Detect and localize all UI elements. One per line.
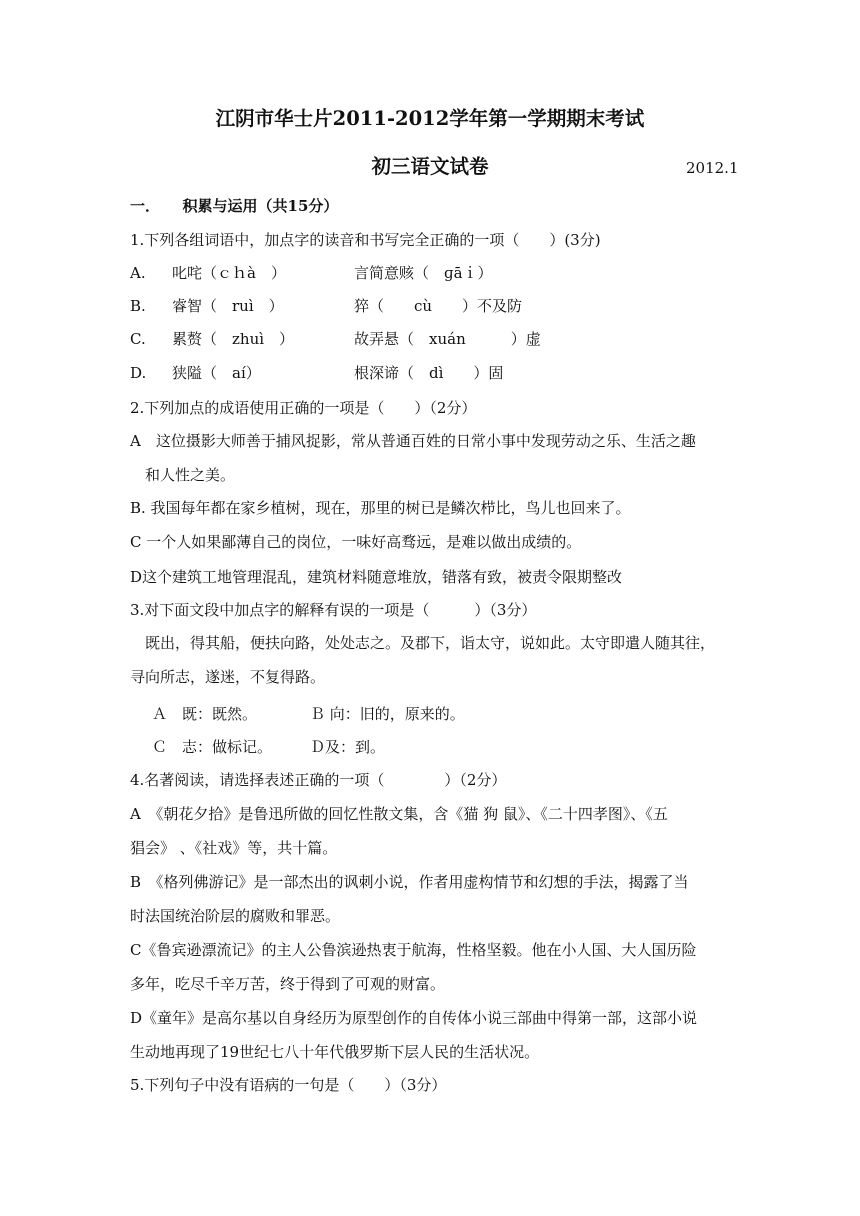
exam-subtitle: 初三语文试卷 bbox=[371, 155, 489, 178]
q3-option-c: Ｃ 志：做标记。 bbox=[152, 738, 273, 756]
q1-option-a bbox=[130, 263, 732, 283]
option-label: A. bbox=[130, 264, 146, 282]
q4-line: A 《朝花夕拾》是鲁迅所做的回忆性散文集，含《猫 狗 鼠》、《二十四孝图》、《五 bbox=[130, 805, 668, 823]
q4-line: 生动地再现了19世纪七八十年代俄罗斯下层人民的生活状况。 bbox=[130, 1043, 540, 1061]
option-left: 睿智（ ruì ） bbox=[172, 297, 284, 315]
option-left: 叱咤（ｃｈà ） bbox=[172, 264, 286, 282]
q2-line: 和人性之美。 bbox=[130, 466, 236, 484]
q4-line: 时法国统治阶层的腐败和罪恶。 bbox=[130, 907, 341, 925]
q1-stem: 1.下列各组词语中，加点字的读音和书写完全正确的一项（ ）(3分) bbox=[130, 231, 601, 249]
option-right: 言简意赅（ ɡāｉ） bbox=[354, 264, 493, 282]
q5-stem: 5.下列句子中没有语病的一句是（ ）（3分） bbox=[130, 1076, 447, 1094]
option-right: 根深谛（ dì ）固 bbox=[354, 364, 504, 382]
q2-line: A 这位摄影大师善于捕风捉影，常从普通百姓的日常小事中发现劳动之乐、生活之趣 bbox=[130, 432, 696, 450]
q4-line: D《童年》是高尔基以自身经历为原型创作的自传体小说三部曲中得第一部，这部小说 bbox=[130, 1009, 698, 1027]
q2-line: C 一个人如果鄙薄自己的岗位，一味好高骛远，是难以做出成绩的。 bbox=[130, 533, 582, 551]
q1-option-c bbox=[130, 329, 732, 349]
option-left: 累赘（ zhuì ） bbox=[172, 330, 295, 348]
option-label: D. bbox=[130, 364, 147, 382]
q1-option-d bbox=[130, 363, 732, 383]
q3-stem: 3.对下面文段中加点字的解释有误的一项是（ ）（3分） bbox=[130, 601, 537, 619]
section-heading: 一． 积累与运用（共15分） bbox=[130, 197, 339, 215]
option-right: 猝（ cù ）不及防 bbox=[354, 297, 523, 315]
q3-passage: 既出，得其船，便扶向路，处处志之。及郡下，诣太守，说如此。太守即遣人随其往， bbox=[130, 634, 716, 652]
q2-stem: 2.下列加点的成语使用正确的一项是（ ）（2分） bbox=[130, 399, 477, 417]
q3-option-d: Ｄ及：到。 bbox=[310, 738, 386, 756]
option-label: C. bbox=[130, 330, 146, 348]
q4-line: C《鲁宾逊漂流记》的主人公鲁滨逊热衷于航海，性格坚毅。他在小人国、大人国历险 bbox=[130, 941, 697, 959]
exam-title: 江阴市华士片2011-2012学年第一学期期末考试 bbox=[215, 107, 645, 130]
q3-option-b: Ｂ 向：旧的，原来的。 bbox=[310, 705, 465, 723]
q3-option-a: Ａ 既：既然。 bbox=[152, 705, 258, 723]
q4-line: B 《格列佛游记》是一部杰出的讽刺小说，作者用虚构情节和幻想的手法，揭露了当 bbox=[130, 873, 689, 891]
exam-date: 2012.1 bbox=[686, 159, 739, 177]
q1-option-b bbox=[130, 296, 732, 316]
option-label: B. bbox=[130, 297, 146, 315]
q4-line: 猖会》 、《社戏》等，共十篇。 bbox=[130, 839, 338, 857]
q4-line: 多年，吃尽千辛万苦，终于得到了可观的财富。 bbox=[130, 975, 446, 993]
q3-passage: 寻向所志，遂迷，不复得路。 bbox=[130, 668, 326, 686]
q2-line: D这个建筑工地管理混乱，建筑材料随意堆放，错落有致，被责令限期整改 bbox=[130, 568, 623, 586]
q2-line: B. 我国每年都在家乡植树，现在，那里的树已是鳞次栉比，鸟儿也回来了。 bbox=[130, 499, 631, 517]
option-left: 狭隘（ aí） bbox=[172, 364, 261, 382]
option-right: 故弄悬（ xuán ）虚 bbox=[354, 330, 541, 348]
q4-stem: 4.名著阅读，请选择表述正确的一项（ ）（2分） bbox=[130, 771, 507, 789]
